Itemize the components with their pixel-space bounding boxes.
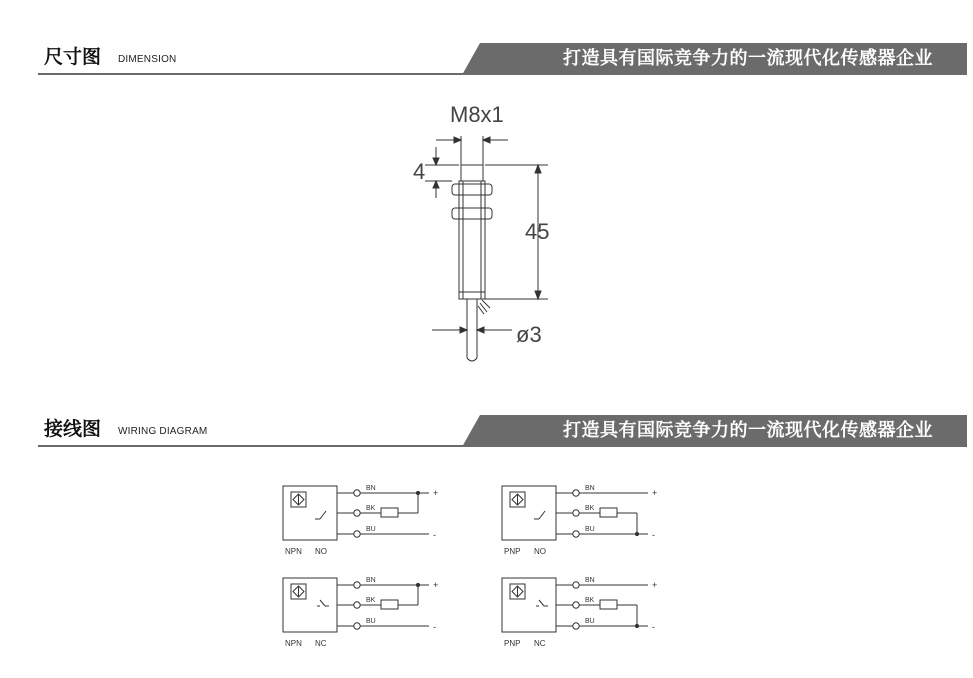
wire-label-bk: BK: [585, 597, 595, 604]
wiring-subtitle: WIRING DIAGRAM: [118, 426, 208, 437]
diagram-mode-label: NC: [315, 639, 327, 648]
switch-contact: [539, 600, 544, 606]
terminal-plus-label: +: [433, 580, 439, 590]
load-resistor: [600, 600, 617, 609]
terminal-bn: [354, 582, 360, 588]
terminal-plus-label: +: [652, 580, 658, 590]
dimension-slogan: 打造具有国际竞争力的一流现代化传感器企业: [563, 48, 933, 69]
switch-contact: [320, 511, 326, 519]
terminal-bk: [573, 510, 579, 516]
load-resistor: [381, 600, 398, 609]
diagram-mode-label: NC: [534, 639, 546, 648]
terminal-plus-label: +: [652, 488, 658, 498]
diagram-mode-label: NO: [534, 547, 546, 556]
wire-label-bn: BN: [366, 577, 376, 584]
wire-label-bn: BN: [366, 485, 376, 492]
terminal-bn: [573, 490, 579, 496]
total-length-label: 45: [525, 219, 550, 244]
terminal-bk: [573, 602, 579, 608]
terminal-minus-label: -: [652, 530, 655, 540]
load-resistor: [600, 508, 617, 517]
wiring-diagram-pnp-no: [502, 485, 657, 556]
wire-label-bk: BK: [585, 505, 595, 512]
load-resistor: [381, 508, 398, 517]
wiring-diagram-pnp-nc: [502, 577, 657, 648]
wiring-diagram-npn-no: [283, 485, 438, 556]
terminal-bn: [573, 582, 579, 588]
terminal-bk: [354, 510, 360, 516]
wire-label-bn: BN: [585, 577, 595, 584]
wire-label-bu: BU: [585, 618, 595, 625]
switch-contact: [539, 511, 545, 519]
terminal-plus-label: +: [433, 488, 439, 498]
diagram-type-label: PNP: [504, 547, 521, 556]
terminal-minus-label: -: [433, 530, 436, 540]
wire-label-bu: BU: [366, 526, 376, 533]
terminal-bk: [354, 602, 360, 608]
diagram-type-label: NPN: [285, 639, 302, 648]
wire-label-bu: BU: [366, 618, 376, 625]
wiring-diagram-npn-nc: [283, 577, 438, 648]
diagram-type-label: NPN: [285, 547, 302, 556]
wire-label-bk: BK: [366, 597, 376, 604]
terminal-bu: [354, 623, 360, 629]
wiring-title: 接线图: [44, 418, 102, 440]
terminal-bu: [354, 531, 360, 537]
terminal-minus-label: -: [433, 622, 436, 632]
terminal-bu: [573, 623, 579, 629]
cable-diameter-label: ø3: [516, 322, 542, 347]
terminal-bn: [354, 490, 360, 496]
dimension-title: 尺寸图: [44, 46, 102, 68]
dimension-subtitle: DIMENSION: [118, 54, 177, 65]
wire-label-bk: BK: [366, 505, 376, 512]
wire-label-bu: BU: [585, 526, 595, 533]
terminal-minus-label: -: [652, 622, 655, 632]
head-length-label: 4: [413, 159, 426, 184]
wiring-slogan: 打造具有国际竞争力的一流现代化传感器企业: [563, 420, 933, 441]
diagram-mode-label: NO: [315, 547, 327, 556]
terminal-bu: [573, 531, 579, 537]
diagram-type-label: PNP: [504, 639, 521, 648]
thread-size-label: M8x1: [450, 102, 504, 127]
wire-label-bn: BN: [585, 485, 595, 492]
switch-contact: [320, 600, 325, 606]
